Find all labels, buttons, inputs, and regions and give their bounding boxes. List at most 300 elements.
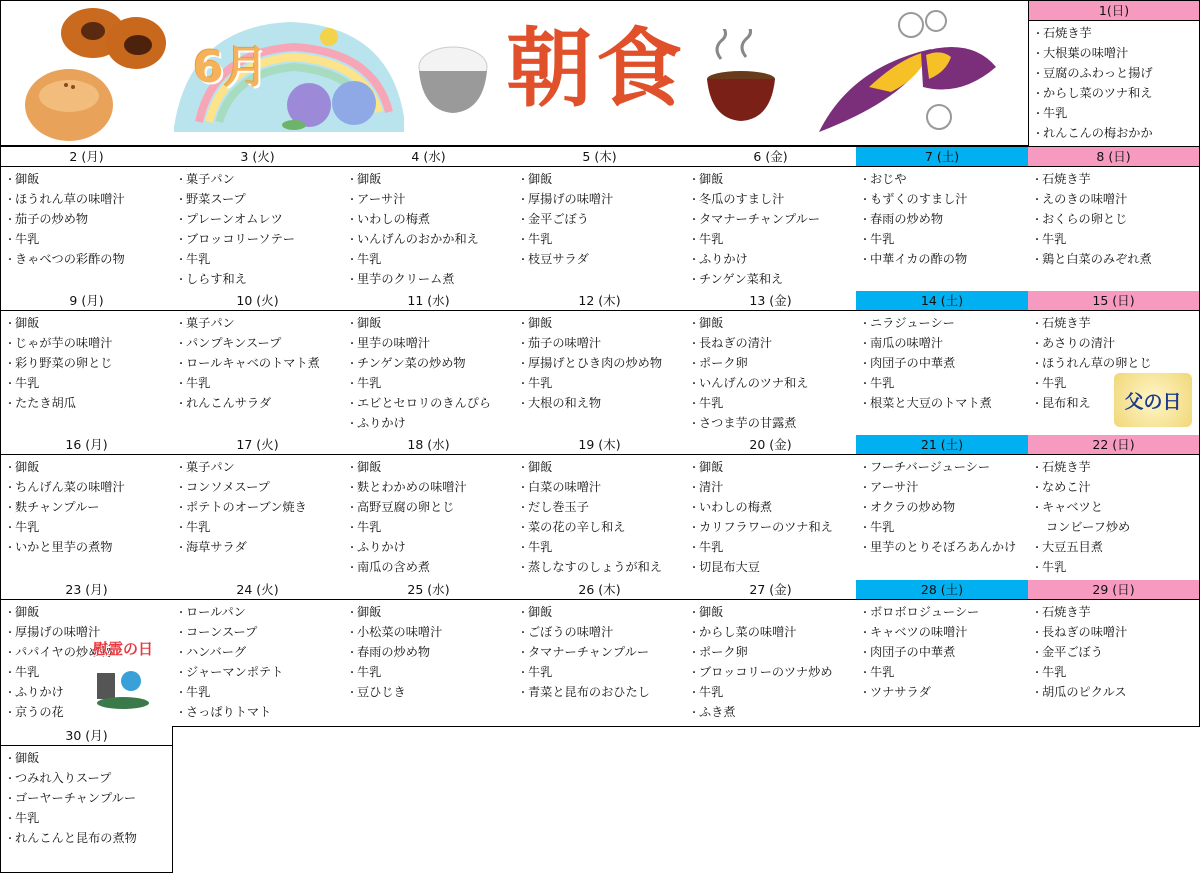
menu-list	[856, 455, 1028, 557]
menu-list	[172, 600, 343, 722]
day-date: 2	[69, 149, 78, 164]
paren-close: )	[102, 582, 108, 597]
menu-item: ・ 御飯	[689, 602, 856, 622]
menu-item: ・ 豆腐のふわっと揚げ	[1033, 63, 1199, 83]
menu-item: ・ 鶏と白菜のみぞれ煮	[1032, 249, 1199, 269]
menu-item: ・ 牛乳	[347, 249, 514, 269]
menu-item: ・ いんげんのおかか和え	[347, 229, 514, 249]
day-cell	[343, 580, 515, 727]
fathers-day-label: 父の日	[1124, 390, 1182, 413]
menu-list	[856, 311, 1028, 413]
menu-item: ・ 肉団子の中華煮	[860, 642, 1028, 662]
menu-item: ・ おじや	[860, 169, 1028, 189]
menu-list	[685, 167, 856, 289]
menu-item: ・ コーンスープ	[176, 622, 343, 642]
menu-item: ・ 御飯	[689, 313, 856, 333]
menu-item: ・ なめこ汁	[1032, 477, 1199, 497]
menu-list	[343, 311, 514, 433]
menu-item: ・ 牛乳	[1032, 662, 1199, 682]
day-header	[343, 580, 514, 600]
paren-open: (	[423, 437, 433, 452]
menu-list	[1028, 455, 1199, 577]
day-cell	[1028, 435, 1200, 581]
menu-item: ・ 茄子の味噌汁	[518, 333, 685, 353]
menu-item: ・ オクラの炒め物	[860, 497, 1028, 517]
menu-item: ・ 菓子パン	[176, 313, 343, 333]
menu-item: ・ コンソメスープ	[176, 477, 343, 497]
day-header	[1028, 147, 1199, 167]
menu-item: ・ 麩とわかめの味噌汁	[347, 477, 514, 497]
menu-list	[343, 600, 514, 702]
menu-item: ・ 牛乳	[860, 662, 1028, 682]
day-of-week: 日	[1113, 149, 1126, 164]
menu-item: ・ 金平ごぼう	[1032, 642, 1199, 662]
paren-open: (	[936, 582, 946, 597]
menu-item: ・ あさりの清汁	[1032, 333, 1199, 353]
day-header	[514, 291, 685, 311]
menu-item: ・ 牛乳	[176, 517, 343, 537]
day-date: 30	[65, 728, 82, 743]
menu-item: ・ 牛乳	[5, 229, 172, 249]
menu-item: ・ パパイヤの炒め物	[5, 642, 172, 662]
paren-close: )	[98, 149, 104, 164]
day-cell	[343, 291, 515, 436]
day-cell	[685, 291, 857, 436]
menu-item: ・ 里芋のクリーム煮	[347, 269, 514, 289]
menu-item: ・ 御飯	[689, 457, 856, 477]
menu-item: ・ 厚揚げとひき肉の炒め物	[518, 353, 685, 373]
menu-item: ・ 牛乳	[176, 373, 343, 393]
rice-bowl-illustration	[413, 29, 493, 119]
menu-list	[1, 455, 172, 557]
day-date: 10	[236, 293, 253, 308]
menu-item: ・ チンゲン菜の炒め物	[347, 353, 514, 373]
day-of-week: 水	[432, 582, 445, 597]
day-of-week: 金	[770, 149, 783, 164]
menu-item: ・ フーチバージューシー	[860, 457, 1028, 477]
paren-open: (	[936, 437, 946, 452]
menu-list	[172, 167, 343, 289]
menu-list	[172, 311, 343, 413]
paren-open: (	[77, 293, 87, 308]
menu-item: ・ 牛乳	[5, 517, 172, 537]
paren-open: (	[81, 582, 91, 597]
day-date: 17	[236, 437, 253, 452]
day-date: 11	[407, 293, 424, 308]
menu-item: ・ ちんげん菜の味噌汁	[5, 477, 172, 497]
page-title: 朝食	[506, 19, 686, 119]
menu-item: ・ ブロッコリーソテー	[176, 229, 343, 249]
menu-item: ・ 里芋の味噌汁	[347, 333, 514, 353]
day-header	[514, 147, 685, 167]
day-of-week: 火	[261, 293, 274, 308]
day-header	[1028, 435, 1199, 455]
menu-item: ・ 御飯	[5, 313, 172, 333]
paren-close: )	[444, 582, 450, 597]
paren-open: (	[81, 437, 91, 452]
menu-item: ・ れんこんサラダ	[176, 393, 343, 413]
paren-open: (	[590, 149, 600, 164]
paren-open: (	[248, 149, 258, 164]
day-of-week: 土	[945, 582, 959, 597]
menu-item: ・ アーサ汁	[860, 477, 1028, 497]
paren-open: (	[761, 149, 771, 164]
paren-open: (	[77, 149, 87, 164]
menu-item: ・ れんこんの梅おかか	[1033, 123, 1199, 143]
day-date: 20	[749, 437, 766, 452]
menu-item: ・ 高野豆腐の卵とじ	[347, 497, 514, 517]
menu-item: ・ 牛乳	[1032, 557, 1199, 577]
day-cell	[172, 291, 344, 436]
menu-item: ・ じゃが芋の味噌汁	[5, 333, 172, 353]
day-date: 26	[578, 582, 595, 597]
paren-open: (	[252, 582, 262, 597]
menu-item: ・ ツナサラダ	[860, 682, 1028, 702]
day-date: 14	[920, 293, 937, 308]
bread-illustration	[21, 1, 171, 146]
day-header	[685, 291, 856, 311]
day-cell	[1028, 146, 1200, 292]
menu-item: ・ ふき煮	[689, 702, 856, 722]
menu-item: ・ 牛乳	[1033, 103, 1199, 123]
menu-item: ・ 牛乳	[689, 682, 856, 702]
day-date: 6	[753, 149, 762, 164]
menu-item: ・ さっぱりトマト	[176, 702, 343, 722]
menu-list	[514, 600, 685, 702]
menu-item: ・ れんこんと昆布の煮物	[5, 828, 172, 848]
menu-list	[172, 455, 343, 557]
menu-item: ・ おくらの卵とじ	[1032, 209, 1199, 229]
paren-open: (	[765, 582, 775, 597]
menu-item: ・ 南瓜の味噌汁	[860, 333, 1028, 353]
menu-item: ・ ボロボロジューシー	[860, 602, 1028, 622]
day-of-week: 月	[86, 149, 99, 164]
day-cell	[685, 580, 857, 727]
menu-item: ・ からし菜のツナ和え	[1033, 83, 1199, 103]
menu-item: ・ ふりかけ	[347, 537, 514, 557]
day-cell	[0, 435, 173, 581]
day-cell	[856, 291, 1029, 436]
menu-item: ・ 切昆布大豆	[689, 557, 856, 577]
month-label: 6月	[193, 42, 268, 93]
menu-item: ・ 野菜スープ	[176, 189, 343, 209]
menu-item: ・ プレーンオムレツ	[176, 209, 343, 229]
menu-item: ・ 根菜と大豆のトマト煮	[860, 393, 1028, 413]
menu-item: ・ 御飯	[689, 169, 856, 189]
day-header	[172, 580, 343, 600]
menu-item: ・ さつま芋の甘露煮	[689, 413, 856, 433]
menu-item: ・ 御飯	[5, 748, 172, 768]
menu-item: ・ ロールパン	[176, 602, 343, 622]
menu-item: ・ 牛乳	[689, 229, 856, 249]
day-cell	[343, 435, 515, 581]
paren-close: )	[273, 437, 279, 452]
day-of-week: 火	[261, 437, 274, 452]
menu-item: ・ アーサ汁	[347, 189, 514, 209]
menu-item: ・ 中華イカの酢の物	[860, 249, 1028, 269]
menu-item: ・ タマナーチャンプルー	[518, 642, 685, 662]
menu-item: ・ 牛乳	[176, 249, 343, 269]
menu-item: ・ 牛乳	[1032, 229, 1199, 249]
menu-item: ・ 大根の和え物	[518, 393, 685, 413]
day-cell	[856, 580, 1029, 727]
day-header	[856, 147, 1028, 167]
paren-close: )	[615, 437, 621, 452]
paren-close: )	[1124, 3, 1130, 18]
menu-item: ・ 昆布和え	[1032, 393, 1199, 413]
menu-item: ・ 牛乳	[689, 537, 856, 557]
paren-close: )	[1129, 582, 1135, 597]
menu-item: ・ ポーク卵	[689, 642, 856, 662]
paren-close: )	[958, 293, 964, 308]
menu-item: ・ つみれ入りスープ	[5, 768, 172, 788]
menu-item: ・ 御飯	[5, 602, 172, 622]
menu-list	[343, 455, 514, 577]
menu-item: ・ 牛乳	[860, 517, 1028, 537]
paren-open: (	[594, 293, 604, 308]
paren-close: )	[273, 293, 279, 308]
menu-item: ・ 厚揚げの味噌汁	[5, 622, 172, 642]
paren-close: )	[786, 582, 792, 597]
day-header	[1028, 580, 1199, 600]
day-cell	[514, 580, 686, 727]
menu-item: ・ ロールキャベのトマト煮	[176, 353, 343, 373]
day-header	[1028, 291, 1199, 311]
day-header	[685, 580, 856, 600]
day-date: 24	[236, 582, 253, 597]
menu-list	[1, 746, 172, 848]
menu-item: ・ 御飯	[347, 602, 514, 622]
menu-item: ・ 御飯	[347, 313, 514, 333]
menu-item: ・ だし巻玉子	[518, 497, 685, 517]
memorial-icon	[93, 659, 153, 711]
menu-item: ・ 茄子の炒め物	[5, 209, 172, 229]
menu-item: ・ いんげんのツナ和え	[689, 373, 856, 393]
day-cell	[172, 435, 344, 581]
paren-close: )	[444, 293, 450, 308]
menu-item: ・ いわしの梅煮	[347, 209, 514, 229]
menu-list	[1029, 21, 1199, 143]
day-date: 13	[749, 293, 766, 308]
menu-item: ・ きゃべつの彩酢の物	[5, 249, 172, 269]
menu-item: ・ もずくのすまし汁	[860, 189, 1028, 209]
day-of-week: 日	[1117, 293, 1130, 308]
paren-open: (	[765, 437, 775, 452]
paren-close: )	[615, 582, 621, 597]
menu-item: ・ 青菜と昆布のおひたし	[518, 682, 685, 702]
menu-item: ・ 枝豆サラダ	[518, 249, 685, 269]
day-date: 3	[240, 149, 249, 164]
paren-close: )	[782, 149, 788, 164]
day-of-week: 木	[603, 293, 616, 308]
day-header	[1, 726, 172, 746]
day-date: 23	[65, 582, 82, 597]
paren-close: )	[958, 582, 964, 597]
day-of-week: 日	[1117, 582, 1130, 597]
paren-close: )	[444, 437, 450, 452]
menu-item: ・ ゴーヤーチャンプルー	[5, 788, 172, 808]
menu-item: ・ 御飯	[518, 457, 685, 477]
menu-item: ・ ポーク卵	[689, 353, 856, 373]
day-cell	[0, 146, 173, 292]
day-cell	[685, 435, 857, 581]
menu-item: ・ 御飯	[518, 313, 685, 333]
menu-item: ・ 牛乳	[347, 662, 514, 682]
day-of-week: 月	[90, 728, 103, 743]
menu-item: ・ 肉団子の中華煮	[860, 353, 1028, 373]
day-header	[856, 435, 1028, 455]
menu-item: ・ 大豆五目煮	[1032, 537, 1199, 557]
menu-item: ・ しらす和え	[176, 269, 343, 289]
menu-item: ・ 石焼き芋	[1032, 313, 1199, 333]
memorial-day-label: 慰霊の日	[93, 640, 154, 658]
menu-item: ・ 里芋のとりそぼろあんかけ	[860, 537, 1028, 557]
day-of-week: 日	[1111, 3, 1125, 18]
menu-item: ・ 金平ごぼう	[518, 209, 685, 229]
menu-item: ・ 蒸しなすのしょうが和え	[518, 557, 685, 577]
menu-item: ・ 牛乳	[5, 373, 172, 393]
menu-list	[1, 311, 172, 413]
paren-open: (	[1108, 582, 1118, 597]
day-date: 16	[65, 437, 82, 452]
menu-item: ・ 御飯	[518, 169, 685, 189]
day-of-week: 水	[428, 149, 441, 164]
paren-open: (	[419, 149, 429, 164]
menu-item: ・ 牛乳	[518, 662, 685, 682]
day-header	[514, 435, 685, 455]
day-cell	[856, 435, 1029, 581]
menu-item: ・ いかと里芋の煮物	[5, 537, 172, 557]
day-cell	[0, 580, 173, 727]
paren-open: (	[423, 582, 433, 597]
paren-close: )	[273, 582, 279, 597]
paren-close: )	[1129, 437, 1135, 452]
day-date: 7	[924, 149, 933, 164]
paren-close: )	[102, 728, 108, 743]
menu-item: ・ ほうれん草の卵とじ	[1032, 353, 1199, 373]
menu-item: ・ 御飯	[5, 169, 172, 189]
menu-list	[514, 167, 685, 269]
menu-item: ・ 白菜の味噌汁	[518, 477, 685, 497]
menu-item: ・ 牛乳	[347, 373, 514, 393]
menu-list	[514, 311, 685, 413]
menu-item: ・ 牛乳	[518, 229, 685, 249]
menu-item: ・ エビとセロリのきんぴら	[347, 393, 514, 413]
menu-list	[856, 600, 1028, 702]
menu-item: ・ 大根葉の味噌汁	[1033, 43, 1199, 63]
day-of-week: 金	[774, 582, 787, 597]
menu-item: ・ 石焼き芋	[1032, 602, 1199, 622]
paren-close: )	[615, 293, 621, 308]
day-header	[1, 580, 172, 600]
day-header	[1029, 1, 1199, 21]
menu-item: ・ タマナーチャンプルー	[689, 209, 856, 229]
day-header	[172, 435, 343, 455]
menu-item: ・ 春雨の炒め物	[860, 209, 1028, 229]
menu-item: ・ 石焼き芋	[1032, 169, 1199, 189]
day-of-week: 金	[774, 293, 787, 308]
day-of-week: 水	[432, 293, 445, 308]
paren-close: )	[954, 149, 960, 164]
day-cell	[514, 435, 686, 581]
day-date: 18	[407, 437, 424, 452]
paren-close: )	[269, 149, 275, 164]
menu-item: ・ 京うの花	[5, 702, 172, 722]
day-of-week: 月	[86, 293, 99, 308]
day-cell	[172, 580, 344, 727]
menu-list	[685, 455, 856, 577]
menu-list	[685, 311, 856, 433]
menu-item: ・ 清汁	[689, 477, 856, 497]
day-cell	[856, 146, 1029, 292]
menu-item: ・ キャベツと	[1032, 497, 1199, 517]
menu-list	[1028, 600, 1199, 702]
day-date: 4	[411, 149, 420, 164]
day-cell	[1028, 291, 1200, 436]
day-header	[685, 435, 856, 455]
menu-item: ・ 御飯	[347, 169, 514, 189]
memorial-day-badge	[93, 638, 169, 718]
day-of-week: 火	[261, 582, 274, 597]
menu-item: ・ 長ねぎの味噌汁	[1032, 622, 1199, 642]
menu-item: ・ ふりかけ	[689, 249, 856, 269]
day-date: 5	[582, 149, 591, 164]
paren-close: )	[611, 149, 617, 164]
paren-close: )	[958, 437, 964, 452]
menu-list	[856, 167, 1028, 269]
menu-item: ・ カリフラワーのツナ和え	[689, 517, 856, 537]
day-of-week: 木	[603, 582, 616, 597]
miso-soup-illustration	[701, 29, 781, 129]
day-date: 8	[1096, 149, 1105, 164]
day-date: 25	[407, 582, 424, 597]
day-cell	[1028, 0, 1200, 147]
menu-item: ・ いわしの梅煮	[689, 497, 856, 517]
menu-item: ・ ポテトのオーブン焼き	[176, 497, 343, 517]
paren-open: (	[594, 582, 604, 597]
menu-item: ・ 牛乳	[5, 662, 172, 682]
menu-item: ・ 牛乳	[689, 393, 856, 413]
paren-close: )	[98, 293, 104, 308]
menu-item: ・ 胡瓜のピクルス	[1032, 682, 1199, 702]
paren-close: )	[102, 437, 108, 452]
paren-open: (	[765, 293, 775, 308]
title-banner	[0, 0, 1029, 146]
menu-item: ・ 厚揚げの味噌汁	[518, 189, 685, 209]
menu-item: ・ ニラジューシー	[860, 313, 1028, 333]
paren-close: )	[440, 149, 446, 164]
day-of-week: 火	[257, 149, 270, 164]
day-date: 12	[578, 293, 595, 308]
paren-open: (	[81, 728, 91, 743]
menu-list	[1, 167, 172, 269]
menu-item: ・ えのきの味噌汁	[1032, 189, 1199, 209]
menu-item: ・ 菓子パン	[176, 169, 343, 189]
menu-item: ・ 牛乳	[518, 373, 685, 393]
day-header	[856, 291, 1028, 311]
day-cell	[343, 146, 515, 292]
paren-close: )	[1129, 293, 1135, 308]
day-cell	[514, 291, 686, 436]
menu-item: ・ ふりかけ	[347, 413, 514, 433]
menu-item: ・ 牛乳	[1032, 373, 1199, 393]
day-cell	[685, 146, 857, 292]
menu-item: ・ 牛乳	[860, 373, 1028, 393]
day-of-week: 木	[603, 437, 616, 452]
day-header	[856, 580, 1028, 600]
day-of-week: 月	[90, 582, 103, 597]
day-of-week: 日	[1117, 437, 1130, 452]
